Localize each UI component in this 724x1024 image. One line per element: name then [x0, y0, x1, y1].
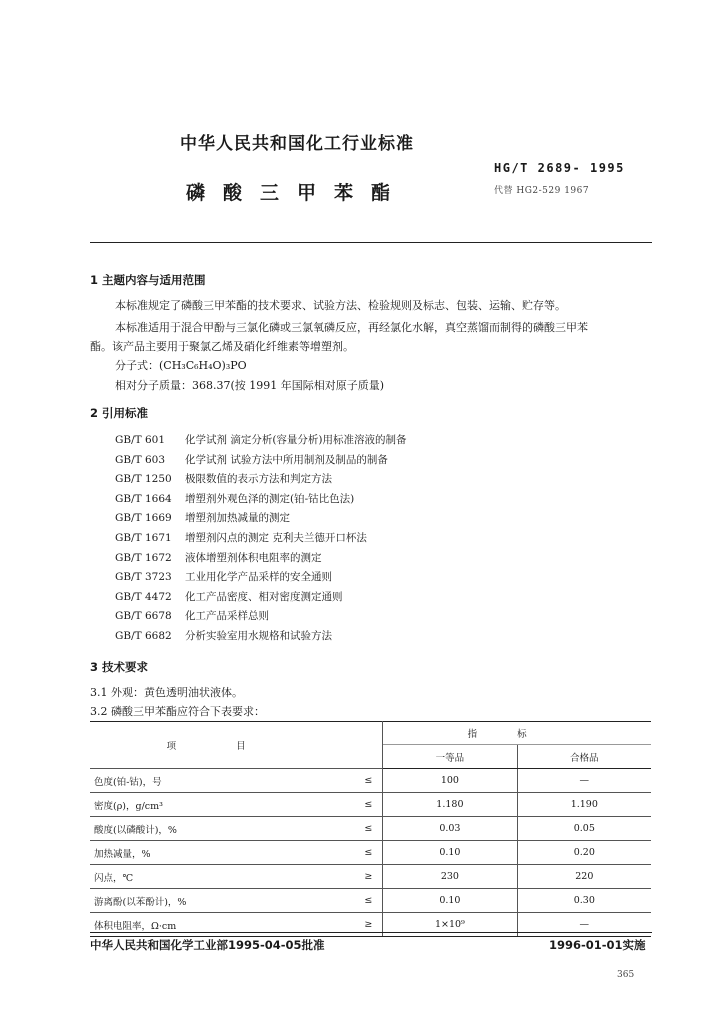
- approval-line: 中华人民共和国化学工业部1995-04-05批准: [90, 938, 325, 952]
- table-header-row-1: [90, 721, 651, 745]
- table-row: [90, 841, 651, 865]
- reference-item: [115, 471, 332, 486]
- reference-description: 增塑剂闪点的测定 克利夫兰德开口杯法: [185, 532, 367, 544]
- document-title: 磷酸三甲苯酯: [186, 182, 409, 204]
- table-row: [90, 817, 651, 841]
- header-item: 项目: [90, 721, 383, 769]
- row-first-grade-value: 100: [383, 769, 517, 793]
- header-divider: [90, 242, 652, 243]
- row-first-grade-value: 0.10: [383, 841, 517, 865]
- reference-description: 液体增塑剂体积电阻率的测定: [185, 551, 322, 564]
- reference-code: GB/T 4472: [115, 590, 172, 603]
- reference-description: 分析实验室用水规格和试验方法: [185, 630, 332, 642]
- section-1-paragraph-1: 本标准规定了磷酸三甲苯酯的技术要求、试验方法、检验规则及标志、包装、运输、贮存等。: [115, 299, 566, 312]
- row-operator: ≤: [354, 793, 382, 817]
- header-qualified: 合格品: [517, 745, 651, 769]
- clause-3-2: 3.2 磷酸三甲苯酯应符合下表要求：: [90, 705, 265, 718]
- reference-item: [115, 608, 269, 623]
- reference-code: GB/T 1672: [115, 551, 172, 564]
- reference-description: 化学试剂 试验方法中所用制剂及制品的制备: [185, 453, 388, 466]
- row-qualified-value: 220: [517, 865, 651, 889]
- table-row: [90, 769, 651, 793]
- reference-item: [115, 432, 407, 447]
- reference-code: GB/T 3723: [115, 571, 172, 584]
- section-1-paragraph-2b: 酯。该产品主要用于聚氯乙烯及硝化纤维素等增塑剂。: [90, 340, 354, 353]
- table-row: [90, 889, 651, 913]
- row-qualified-value: 1.190: [517, 793, 651, 817]
- molecular-formula: 分子式：(CH₃C₆H₄O)₃PO: [115, 359, 247, 372]
- section-3-heading: 3 技术要求: [90, 660, 149, 674]
- reference-code: GB/T 601: [115, 434, 166, 446]
- reference-description: 增塑剂外观色泽的测定(铂-钴比色法): [185, 492, 355, 505]
- reference-item: [115, 589, 343, 604]
- row-item-name: 体积电阻率，Ω·cm: [90, 913, 354, 937]
- row-operator: ≤: [354, 769, 382, 793]
- header-index: 指标: [383, 721, 651, 745]
- reference-code: GB/T 1671: [115, 532, 172, 544]
- reference-code: GB/T 603: [115, 453, 166, 466]
- row-qualified-value: —: [517, 769, 651, 793]
- row-operator: ≥: [354, 913, 382, 937]
- standard-number: HG/T 2689- 1995: [494, 161, 625, 175]
- row-operator: ≥: [354, 865, 382, 889]
- reference-item: [115, 530, 367, 545]
- reference-item: [115, 569, 332, 584]
- row-qualified-value: 0.05: [517, 817, 651, 841]
- reference-code: GB/T 1664: [115, 492, 172, 505]
- row-operator: ≤: [354, 889, 382, 913]
- implementation-date: 1996-01-01实施: [549, 938, 646, 952]
- row-qualified-value: 0.20: [517, 841, 651, 865]
- reference-code: GB/T 6682: [115, 630, 172, 642]
- reference-code: GB/T 6678: [115, 610, 172, 623]
- reference-description: 增塑剂加热减量的测定: [185, 512, 290, 525]
- specification-table: [90, 721, 651, 937]
- replaces-standard: 代替 HG2-529 1967: [494, 186, 590, 196]
- section-2-heading: 2 引用标准: [90, 406, 149, 420]
- row-item-name: 色度(铂-钴)，号: [90, 769, 354, 793]
- footer-divider: [90, 932, 652, 933]
- reference-description: 极限数值的表示方法和判定方法: [185, 473, 332, 486]
- reference-item: [115, 510, 290, 525]
- reference-code: GB/T 1669: [115, 512, 172, 525]
- reference-description: 工业用化学产品采样的安全通则: [185, 571, 332, 584]
- row-item-name: 闪点，℃: [90, 865, 354, 889]
- row-operator: ≤: [354, 841, 382, 865]
- row-qualified-value: 0.30: [517, 889, 651, 913]
- row-operator: ≤: [354, 817, 382, 841]
- row-item-name: 游离酚(以苯酚计)，%: [90, 889, 354, 913]
- reference-description: 化学试剂 滴定分析(容量分析)用标准溶液的制备: [185, 434, 407, 446]
- row-first-grade-value: 1.180: [383, 793, 517, 817]
- row-item-name: 密度(ρ)，g/cm³: [90, 793, 354, 817]
- row-item-name: 加热减量，%: [90, 841, 354, 865]
- row-first-grade-value: 0.03: [383, 817, 517, 841]
- row-qualified-value: —: [517, 913, 651, 937]
- table-row: [90, 793, 651, 817]
- row-first-grade-value: 0.10: [383, 889, 517, 913]
- section-1-paragraph-2a: 本标准适用于混合甲酚与三氯化磷或三氯氧磷反应，再经氯化水解，真空蒸馏而制得的磷酸三甲苯: [115, 321, 588, 334]
- molecular-mass: 相对分子质量：368.37(按 1991 年国际相对原子质量): [115, 379, 385, 392]
- row-item-name: 酸度(以磷酸计)，%: [90, 817, 354, 841]
- reference-item: [115, 550, 322, 565]
- reference-description: 化工产品采样总则: [185, 610, 269, 623]
- page-number: 365: [617, 970, 635, 980]
- header-first-grade: 一等品: [383, 745, 517, 769]
- clause-3-1: 3.1 外观：黄色透明油状液体。: [90, 686, 243, 699]
- section-1-heading: 1 主题内容与适用范围: [90, 273, 206, 287]
- reference-item: [115, 628, 332, 643]
- row-first-grade-value: 230: [383, 865, 517, 889]
- reference-item: [115, 452, 388, 467]
- reference-description: 化工产品密度、相对密度测定通则: [185, 590, 343, 603]
- reference-code: GB/T 1250: [115, 473, 172, 486]
- issuing-organization: 中华人民共和国化工行业标准: [180, 134, 414, 154]
- row-first-grade-value: 1×10⁹: [383, 913, 517, 937]
- reference-item: [115, 491, 354, 506]
- table-row: [90, 865, 651, 889]
